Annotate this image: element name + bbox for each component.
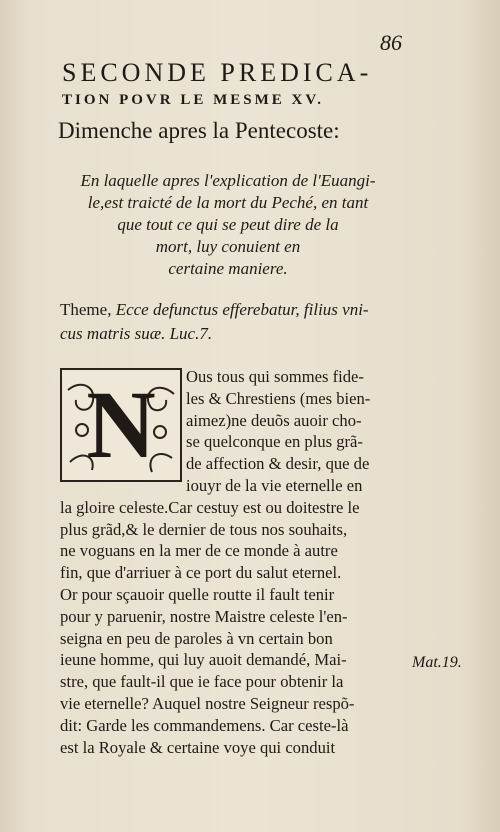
body-line: plus grãd,& le dernier de tous nos souhaits, xyxy=(60,519,348,539)
theme xyxy=(60,298,420,346)
body-line: est la Royale & certaine voye qui conduit xyxy=(60,737,336,757)
theme-label: Theme, xyxy=(60,300,112,319)
body-line: pour y paruenir, nostre Maistre celeste l'en- xyxy=(60,606,348,626)
summary-line: mort, luy conuient en xyxy=(155,237,301,256)
body-line: ieune homme, qui luy auoit demandé, Mai- xyxy=(60,650,347,670)
body-line: Ous tous qui sommes fide- xyxy=(186,367,364,386)
theme-latin-2: cus matris suæ. Luc.7. xyxy=(60,324,213,343)
body-line: dit: Garde les commandemens. Car ceste-là xyxy=(60,715,349,735)
heading-line-1: SECONDE PREDICA- xyxy=(62,58,373,87)
body-line: stre, que fault-il que ie face pour obtenir la xyxy=(60,672,344,692)
body-line: aimez)ne deuõs auoir cho- xyxy=(186,410,362,430)
heading-line-3: Dimenche apres la Pentecoste: xyxy=(58,118,340,143)
body-line: les & Chrestiens (mes bien- xyxy=(186,388,371,408)
summary-line: certaine maniere. xyxy=(168,259,288,278)
body-line: vie eternelle? Auquel nostre Seigneur respõ- xyxy=(60,693,355,713)
initial-letter: N xyxy=(86,371,156,478)
summary-line: En laquelle apres l'explication de l'Euangi- xyxy=(80,171,376,190)
heading-line-2: TION POVR LE MESME XV. xyxy=(62,92,324,108)
body-line: fin, que d'arriuer à ce port du salut eternel. xyxy=(60,563,342,583)
theme-latin: Ecce defunctus efferebatur, filius vni- xyxy=(115,300,369,319)
body-line: se quelconque en plus grã- xyxy=(186,432,363,452)
body-line: Or pour sçauoir quelle routte il fault tenir xyxy=(60,584,335,604)
margin-note: Mat.19. xyxy=(412,654,462,671)
body-line: la gloire celeste.Car cestuy est ou doitestre le xyxy=(60,497,360,517)
body-text xyxy=(60,366,410,758)
body-line: ne voguans en la mer de ce monde à autre xyxy=(60,541,338,561)
body-line: de affection & desir, que de xyxy=(186,454,370,474)
body-line: iouyr de la vie eternelle en xyxy=(186,475,363,495)
summary xyxy=(48,170,408,280)
body-line: seigna en peu de paroles à vn certain bon xyxy=(60,628,333,648)
summary-line: que tout ce qui se peut dire de la xyxy=(117,215,339,234)
summary-line: le,est traicté de la mort du Peché, en tant xyxy=(87,193,369,212)
page-number: 86 xyxy=(380,30,402,55)
